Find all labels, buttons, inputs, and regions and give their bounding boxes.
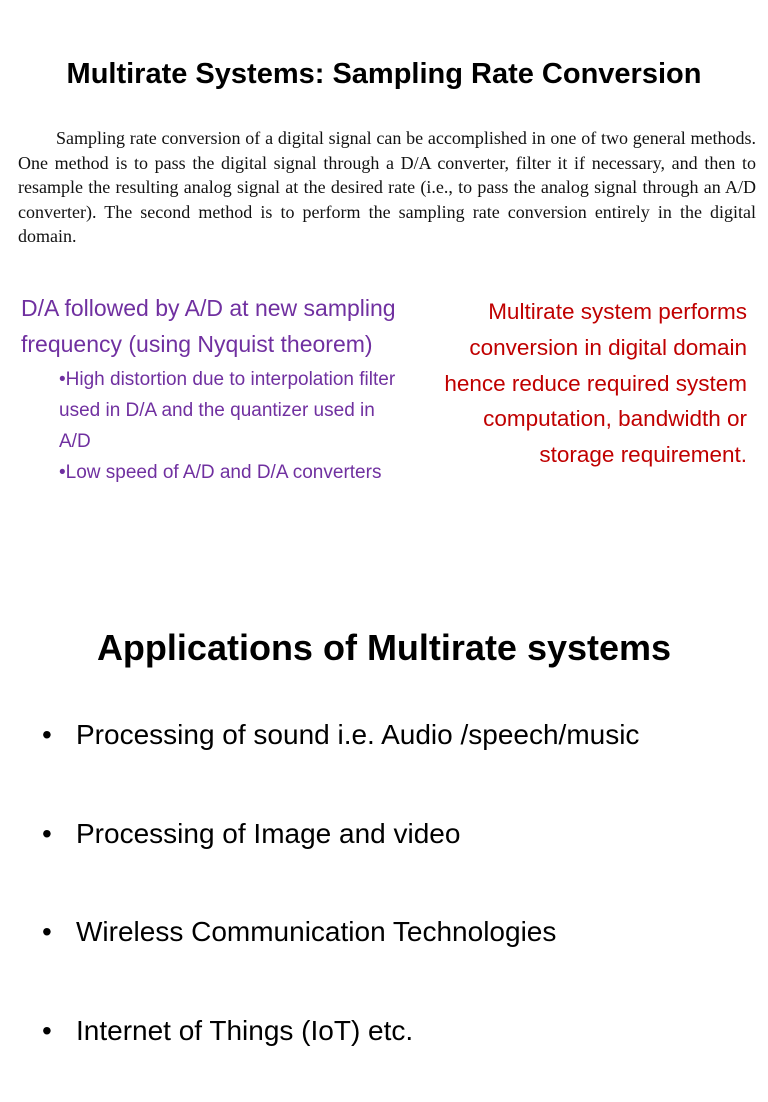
- bullet-icon: •: [42, 1004, 52, 1058]
- drawbacks-list: [59, 364, 401, 488]
- slide-title: Multirate Systems: Sampling Rate Conversion: [0, 54, 768, 94]
- application-label: Processing of Image and video: [76, 807, 460, 861]
- application-label: Wireless Communication Technologies: [76, 905, 556, 959]
- application-label: Internet of Things (IoT) etc.: [76, 1004, 413, 1058]
- bullet-icon: •: [42, 708, 52, 762]
- method-digital-conversion: Multirate system performs conversion in digital domain hence reduce required system computation, bandwidth or storage requirement.: [430, 294, 747, 473]
- drawback-item: •Low speed of A/D and D/A converters: [59, 457, 401, 488]
- application-label: Processing of sound i.e. Audio /speech/music: [76, 708, 639, 762]
- applications-list: [42, 708, 752, 1102]
- method-analog-heading: D/A followed by A/D at new sampling frequency (using Nyquist theorem): [21, 290, 401, 362]
- bullet-icon: •: [42, 905, 52, 959]
- list-item: [42, 905, 752, 1004]
- drawback-item: •High distortion due to interpolation filter used in D/A and the quantizer used in A/D: [59, 364, 401, 457]
- method-analog-conversion: [21, 290, 401, 488]
- textbook-excerpt: Sampling rate conversion of a digital signal can be accomplished in one of two general methods. One method is to pass the digital signal through a D/A converter, filter it if necessary, and then to resample the resulting analog signal at the desired rate (i.e., to pass the analog signal through an A/D converter). The second method is to perform the sampling rate conversion entirely in the digital domain.: [18, 126, 756, 249]
- list-item: [42, 708, 752, 807]
- list-item: [42, 807, 752, 906]
- list-item: [42, 1004, 752, 1102]
- bullet-icon: •: [42, 807, 52, 861]
- slide-title: Applications of Multirate systems: [0, 620, 768, 676]
